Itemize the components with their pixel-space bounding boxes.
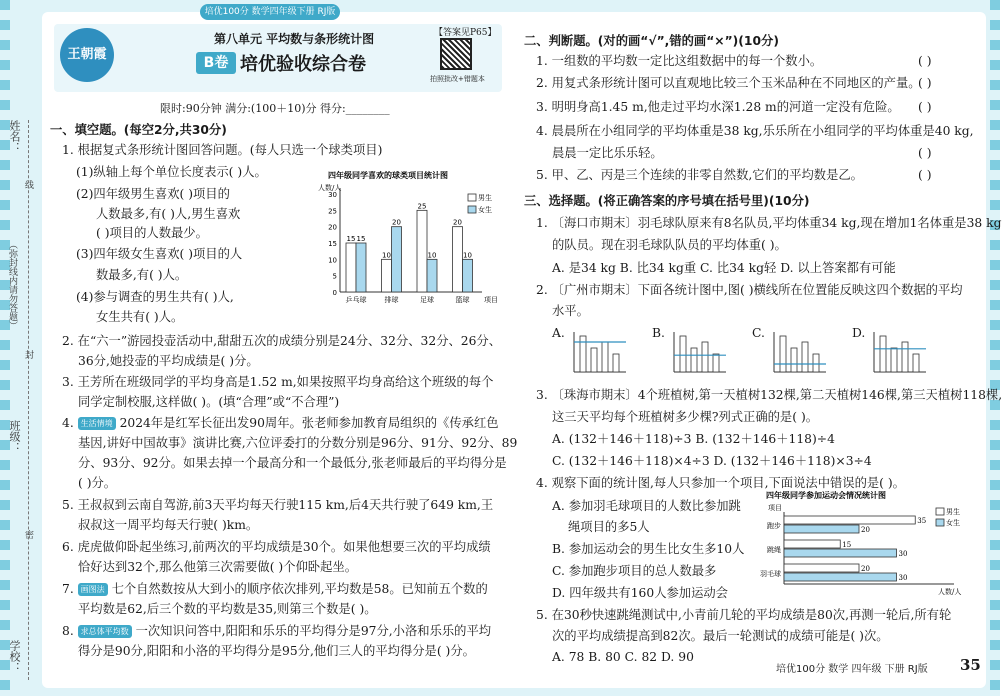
question-text: 3. 明明身高1.45 m,他走过平均水深1.28 m的河道一定没有危险。 [536, 100, 900, 114]
seal-mark-secret: 密 [23, 530, 33, 539]
question-number: 8. [62, 624, 74, 638]
option-label: C. [752, 326, 765, 340]
section-title-choice: 三、选择题。(将正确答案的序号填在括号里)(10分) [524, 194, 810, 208]
question-text: 5. 王叔叔到云南自驾游,前3天平均每天行驶115 km,后4天共行驶了649 km,王 [62, 498, 494, 512]
question-text: 同学定制校服,这样做( )。(填“合理”或“不合理”) [78, 395, 340, 409]
choice-options: C. (132＋146＋118)×4÷3 D. (132＋146＋118)×3÷4 [552, 454, 872, 468]
answer-paren[interactable]: ( ) [918, 168, 932, 182]
question-text: (3)四年级女生喜欢( )项目的人 [76, 247, 243, 261]
bar-value-label: 30 [898, 574, 908, 582]
question-text: 叔叔这一周平均每天行驶( )km。 [78, 518, 259, 532]
mini-chart-a [570, 330, 628, 376]
school-label: 学校： [8, 640, 21, 673]
bar-女生 [784, 573, 897, 581]
question-text: 这三天平均每个班植树多少棵?列式正确的是( )。 [552, 410, 819, 424]
legend-label: 女生 [478, 206, 492, 214]
legend-swatch [936, 508, 944, 515]
qr-caption: 拍照批改+错题本 [430, 75, 485, 83]
ball-sports-chart [318, 168, 496, 308]
chart-title: 四年级同学喜欢的球类项目统计图 [328, 171, 448, 180]
bar-value-label: 10 [427, 251, 437, 260]
question-text: 1. 〔海口市期末〕羽毛球队原来有8名队员,平均体重34 kg,现在增加1名体重是38 kg [536, 216, 1002, 230]
mini-chart-b [670, 330, 728, 376]
question-text: 人数最多,有( )人,男生喜欢 [96, 207, 241, 221]
bar-value-label: 10 [463, 251, 472, 260]
mini-chart-d [870, 330, 928, 376]
header-panel [54, 24, 502, 92]
answer-paren[interactable]: ( ) [918, 76, 932, 90]
x-tick-label: 乒乓球 [345, 296, 367, 304]
bar-女生 [784, 525, 859, 533]
method-tag: 求总体平均数 [78, 625, 132, 638]
bar-value-label: 25 [417, 202, 427, 211]
answer-paren[interactable]: ( ) [918, 100, 932, 114]
question-text: 3. 王芳所在班级同学的平均身高是1.52 m,如果按照平均身高给这个班级的每个 [62, 375, 494, 389]
question-text [62, 622, 491, 641]
question-text: 3. 〔珠海市期末〕4个班植树,第一天植树132棵,第二天植树146棵,第三天植树118棵, [536, 388, 1002, 402]
sports-meet-chart [746, 488, 982, 600]
mini-bar [891, 348, 897, 372]
bar-value-label: 10 [382, 251, 391, 260]
question-line: 一次知识问答中,阳阳和乐乐的平均得分是97分,小洛和乐乐的平均 [135, 624, 492, 638]
choice-option: 绳项目的多5人 [568, 520, 650, 534]
x-tick-label: 足球 [420, 296, 434, 304]
seal-mark-line: 线 [23, 180, 33, 189]
bar-value-label: 20 [861, 565, 870, 573]
mini-bar [591, 348, 597, 372]
question-text: 得分是90分,阳阳和小洛的平均得分是95分,他们三人的平均得分是( )分。 [78, 644, 475, 658]
bar-女生 [392, 227, 402, 292]
bar-value-label: 20 [453, 218, 462, 227]
question-text: 4. 观察下面的统计图,每人只参加一个项目,下面说法中错误的是( )。 [536, 476, 905, 490]
bar-value-label: 20 [392, 218, 401, 227]
y-tick-label: 跳绳 [767, 546, 781, 554]
legend-swatch [468, 206, 476, 213]
legend-swatch [468, 194, 476, 201]
mini-bar [691, 348, 697, 372]
x-tick-label: 排球 [384, 296, 399, 304]
question-text [62, 414, 499, 433]
choice-options: A. 78 B. 80 C. 82 D. 90 [552, 650, 694, 664]
y-tick-label: 0 [332, 289, 337, 297]
page-footer: 培优100分 数学 四年级 下册 RJ版 [776, 664, 928, 675]
question-text: 基因,讲好中国故事》演讲比赛,六位评委打的分数分别是96分、91分、92分、89 [78, 436, 518, 450]
y-tick-label: 25 [328, 207, 337, 216]
question-text: ( )分。 [78, 476, 117, 490]
class-label: 班级： [8, 420, 21, 453]
question-text: ( )项目的人数最少。 [96, 226, 208, 240]
question-text: 36分,她投壶的平均成绩是( )分。 [78, 354, 259, 368]
legend-label: 女生 [946, 519, 960, 527]
question-text: 1. 一组数的平均数一定比这组数据中的每一个数小。 [536, 54, 823, 68]
x-axis-label: 项目 [484, 296, 498, 304]
bar-value-label: 20 [861, 526, 870, 534]
question-text: 平均数是62,后三个数的平均数是35,则第三个数是( )。 [78, 602, 377, 616]
x-axis-label: 人数/人 [938, 588, 962, 596]
notice-label: （弥封线内请勿答题） [7, 240, 17, 330]
sports-meet-chart-svg [746, 488, 982, 600]
mini-chart-c [770, 330, 828, 376]
choice-option: B. 参加运动会的男生比女生多10人 [552, 542, 745, 556]
seal-mark-seal: 封 [23, 350, 33, 359]
mini-bar [913, 354, 919, 372]
bar-女生 [463, 259, 473, 292]
bar-男生 [453, 227, 463, 292]
question-line: 七个自然数按从大到小的顺序依次排列,平均数是58。已知前五个数的 [111, 582, 488, 596]
mini-bar [880, 336, 886, 372]
brand-logo: 王朝霞 [60, 28, 114, 82]
method-tag: 画图法 [78, 583, 108, 596]
question-line: 2024年是红军长征出发90周年。张老师参加教育局组织的《传承红色 [119, 416, 499, 430]
mini-bar [702, 342, 708, 372]
exam-meta: 限时:90分钟 满分:(100＋10)分 得分:________ [160, 102, 390, 115]
question-text: 分、93分、92分。如果去掉一个最高分和一个最低分,张老师最后的平均得分是 [78, 456, 507, 470]
y-tick-label: 羽毛球 [760, 570, 781, 578]
question-text: 的队员。现在羽毛球队队员的平均体重( )。 [552, 238, 787, 252]
y-tick-label: 5 [332, 272, 337, 281]
question-text: 晨晨一定比乐乐轻。 [552, 146, 663, 160]
question-text: 2. 在“六一”游园投壶活动中,甜甜五次的成绩分别是24分、32分、32分、26分、 [62, 334, 502, 348]
mini-bar [713, 354, 719, 372]
y-tick-label: 跑步 [767, 522, 781, 530]
mini-bar [613, 354, 619, 372]
question-number: 7. [62, 582, 74, 596]
question-number: 4. [62, 416, 74, 430]
question-text: 2. 〔广州市期末〕下面各统计图中,图( )横线所在位置能反映这四个数据的平均 [536, 283, 963, 297]
answer-reference: 【答案见P65】 [434, 28, 497, 38]
y-axis-label: 项目 [768, 504, 782, 512]
y-tick-label: 10 [328, 256, 337, 265]
choice-option: A. 参加羽毛球项目的人数比参加跳 [552, 499, 741, 513]
seal-dashed-line [28, 120, 29, 680]
page-number: 35 [960, 656, 981, 674]
bar-男生 [346, 243, 356, 292]
question-text: 恰好达到32个,那么他第三次需要做( )个仰卧起坐。 [78, 560, 357, 574]
mini-bar [580, 336, 586, 372]
bar-女生 [356, 243, 366, 292]
name-label: 姓名： [8, 120, 21, 153]
bar-value-label: 15 [356, 235, 366, 243]
option-label: A. [552, 326, 565, 340]
x-tick-label: 篮球 [455, 296, 470, 304]
unit-title: 第八单元 平均数与条形统计图 [214, 32, 375, 46]
section-title-fill: 一、填空题。(每空2分,共30分) [50, 123, 227, 137]
question-text: (2)四年级男生喜欢( )项目的 [76, 187, 230, 201]
bar-男生 [784, 516, 915, 524]
question-text: 水平。 [552, 304, 589, 318]
y-tick-label: 20 [328, 223, 337, 232]
mini-bar [780, 336, 786, 372]
bar-男生 [784, 540, 840, 548]
question-text: (4)参与调查的男生共有( )人, [76, 290, 234, 304]
mini-bar [813, 354, 819, 372]
bar-男生 [417, 210, 427, 292]
option-label: D. [852, 326, 866, 340]
qr-code-icon[interactable] [440, 38, 472, 70]
mini-bar [602, 342, 608, 372]
mini-bar [791, 348, 797, 372]
mini-bar [680, 336, 686, 372]
binding-margin [6, 120, 36, 680]
y-tick-label: 15 [328, 240, 337, 248]
bar-女生 [784, 549, 897, 557]
choice-options: A. 是34 kg B. 比34 kg重 C. 比34 kg轻 D. 以上答案都有可能 [552, 261, 896, 275]
bar-value-label: 15 [842, 541, 852, 549]
section-title-judge: 二、判断题。(对的画“√”,错的画“×”)(10分) [524, 34, 779, 48]
answer-paren[interactable]: ( ) [918, 54, 932, 68]
y-axis-label: 人数/人 [318, 184, 342, 192]
ball-sports-chart-svg [318, 168, 496, 308]
choice-option: D. 四年级共有160人参加运动会 [552, 586, 728, 600]
legend-label: 男生 [478, 194, 492, 202]
juan-badge: B卷 [196, 52, 236, 74]
bar-value-label: 30 [898, 550, 908, 558]
question-text: 4. 晨晨所在小组同学的平均体重是38 kg,乐乐所在小组同学的平均体重是40 kg, [536, 124, 974, 138]
question-text: 1. 根据复式条形统计图回答问题。(每人只选一个球类项目) [62, 143, 383, 157]
paper-title: 培优验收综合卷 [240, 54, 366, 75]
question-text: 次的平均成绩提高到82次。最后一轮测试的成绩可能是( )次。 [552, 629, 889, 643]
legend-swatch [936, 519, 944, 526]
context-tag: 生活情境 [78, 417, 116, 430]
question-text: 数最多,有( )人。 [96, 268, 188, 282]
top-banner: 培优100分 数学四年级下册 RJ版 [200, 4, 340, 20]
bar-value-label: 15 [346, 235, 356, 243]
bar-value-label: 35 [917, 517, 927, 525]
question-text: 6. 虎虎做仰卧起坐练习,前两次的平均成绩是30个。如果他想要三次的平均成绩 [62, 540, 491, 554]
bar-男生 [784, 564, 859, 572]
option-label: B. [652, 326, 665, 340]
question-text: 5. 甲、乙、丙是三个连续的非零自然数,它们的平均数是乙。 [536, 168, 863, 182]
mini-bar [902, 342, 908, 372]
question-text [62, 580, 488, 599]
question-text: (1)纵轴上每个单位长度表示( )人。 [76, 165, 267, 179]
choice-options: A. (132＋146＋118)÷3 B. (132＋146＋118)÷4 [552, 432, 835, 446]
mini-bar [802, 342, 808, 372]
bar-男生 [382, 259, 392, 292]
question-text: 2. 用复式条形统计图可以直观地比较三个玉米品种在不同地区的产量。 [536, 76, 921, 90]
question-text: 女生共有( )人。 [96, 310, 184, 324]
question-text: 5. 在30秒快速跳绳测试中,小青前几轮的平均成绩是80次,再测一轮后,所有轮 [536, 608, 952, 622]
chart-title: 四年级同学参加运动会情况统计图 [766, 490, 886, 500]
bar-女生 [427, 259, 437, 292]
right-wave-border [990, 0, 1000, 696]
y-tick-label: 30 [328, 191, 337, 199]
choice-option: C. 参加跑步项目的总人数最多 [552, 564, 717, 578]
answer-paren[interactable]: ( ) [918, 146, 932, 160]
legend-label: 男生 [946, 508, 960, 516]
